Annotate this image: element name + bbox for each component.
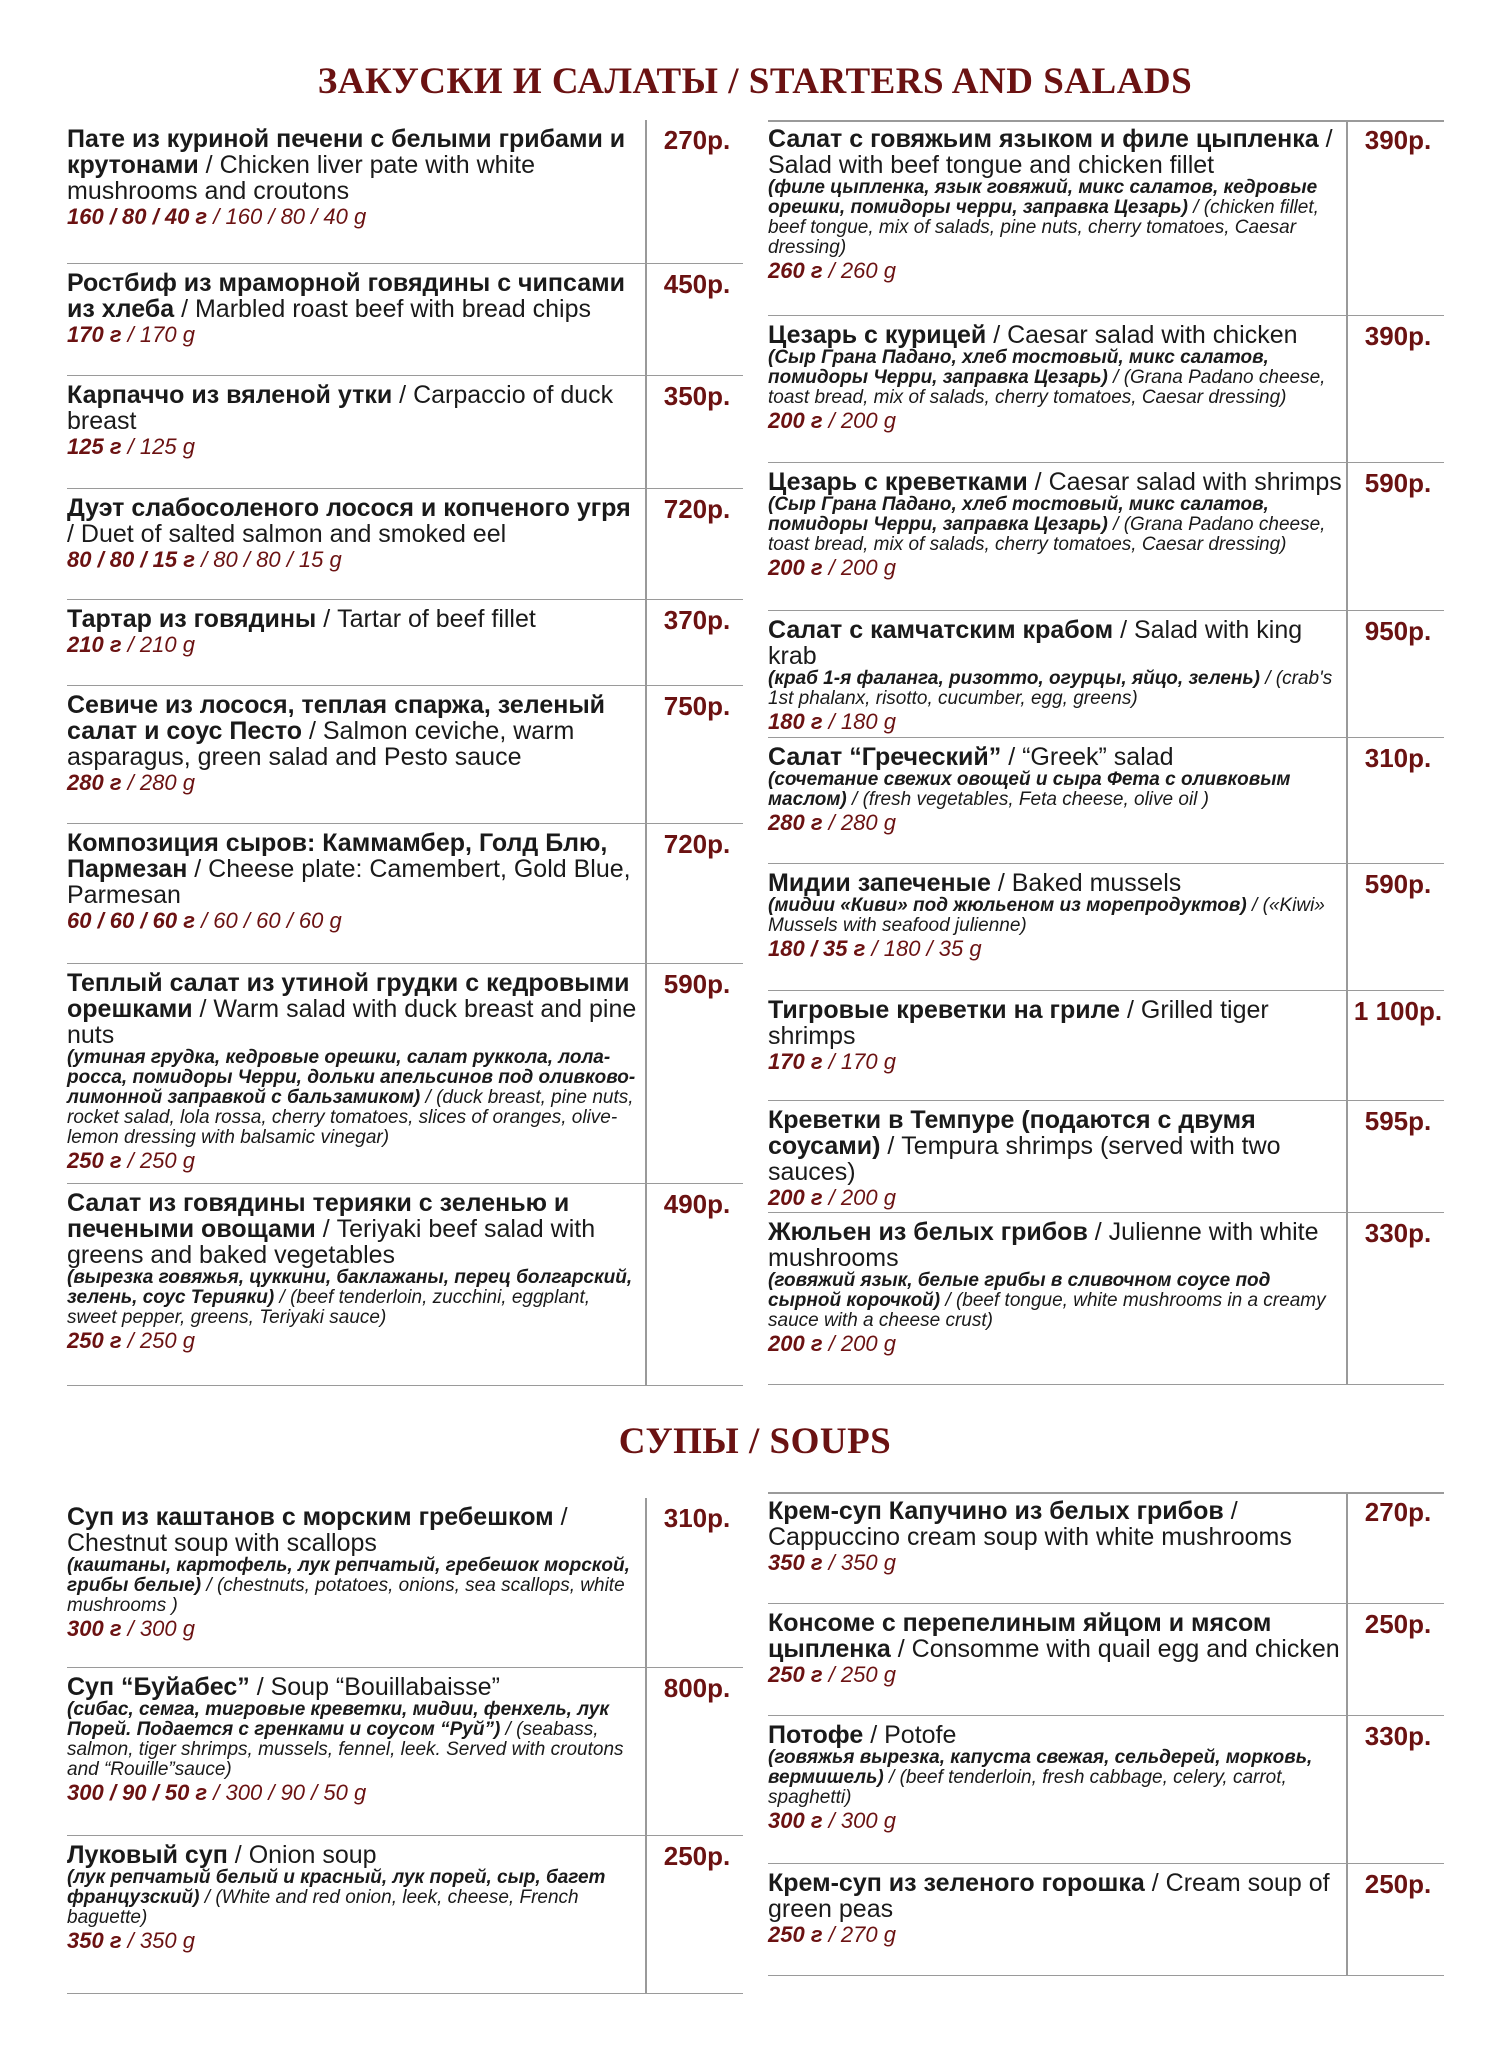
dish-price: 590р. <box>1364 468 1432 498</box>
dish-name-en: Potofe <box>884 1721 957 1749</box>
dish-price: 390р. <box>1364 125 1432 155</box>
dish-description-ru: (сочетание свежих овощей и сыра Фета с оливковым маслом) <box>768 769 1291 810</box>
dish-weight-en: 200 g <box>840 1185 896 1210</box>
dish-weight-en: 180 g <box>840 709 896 734</box>
dish-name-ru: Суп “Буйабес” <box>67 1673 250 1701</box>
dish-name-en: Salmon ceviche, warm asparagus, green salad and Pesto sauce <box>67 717 575 771</box>
dish-weight: 280 г / 280 g <box>768 810 896 835</box>
menu-item-text: Суп “Буйабес” / Soup “Bouillabaisse” (сибас, семга, тигровые креветки, мидии, фенхель, лук Порей. Подается с гренками и соусом “Руй”) / (seabass, salmon, tiger shrimps, mussels, fennel, leek. Served with croutons and “Rouille”sauce) 300 / 90 / 50 г / 300 / 90 / 50 g <box>67 1674 643 1806</box>
dish-weight-ru: 60 / 60 / 60 г <box>67 908 195 933</box>
dish-weight-ru: 250 г <box>67 1328 122 1353</box>
dish-description-ru: (филе цыпленка, язык говяжий, микс салатов, кедровые орешки, помидоры черри, заправка Цезарь) <box>768 177 1318 218</box>
dish-name-ru: Салат с говяжьим языком и филе цыпленка <box>768 125 1319 153</box>
menu-item <box>768 1716 1444 1864</box>
dish-description-en: (Grana Padano cheese, toast bread, mix of salads, cherry tomatoes, Caesar dressing) <box>768 367 1326 408</box>
dish-weight: 170 г / 170 g <box>67 322 195 347</box>
menu-item <box>67 1668 743 1836</box>
dish-weight: 180 / 35 г / 180 / 35 g <box>768 936 982 961</box>
dish-name-ru: Салат из говядины терияки с зеленью и печеными овощами <box>67 1189 570 1243</box>
menu-item <box>768 611 1444 738</box>
dish-weight: 350 г / 350 g <box>768 1550 896 1575</box>
dish-price: 390р. <box>1364 321 1432 351</box>
dish-weight: 280 г / 280 g <box>67 770 195 795</box>
dish-weight-ru: 350 г <box>768 1550 823 1575</box>
menu-item-text: Цезарь с креветками / Caesar salad with shrimps (Сыр Грана Падано, хлеб тостовый, микс салатов, помидоры Черри, заправка Цезарь) / (Grana Padano cheese, toast bread, mix of salads, cherry tomatoes, Caesar dressing) 200 г / 200 g <box>768 469 1344 581</box>
menu-item-text: Мидии запеченые / Baked mussels (мидии «Киви» под жюльеном из морепродуктов) / («Kiwi» Mussels with seafood julienne) 180 / 35 г / 180 / 35 g <box>768 870 1344 962</box>
dish-description: (мидии «Киви» под жюльеном из морепродуктов) / («Kiwi» Mussels with seafood julienne) <box>768 895 1325 936</box>
dish-description: (говяжья вырезка, капуста свежая, сельдерей, морковь, вермишель) / (beef tenderloin, fresh cabbage, celery, carrot, spaghetti) <box>768 1747 1313 1808</box>
menu-item <box>768 738 1444 864</box>
dish-weight-en: 160 / 80 / 40 g <box>225 204 367 229</box>
dish-weight-ru: 200 г <box>768 1185 823 1210</box>
menu-item <box>67 600 743 686</box>
dish-price: 270р. <box>1364 1497 1432 1527</box>
dish-weight: 250 г / 250 g <box>67 1148 195 1173</box>
dish-weight: 250 г / 250 g <box>768 1662 896 1687</box>
dish-weight: 200 г / 200 g <box>768 408 896 433</box>
dish-weight-en: 60 / 60 / 60 g <box>213 908 342 933</box>
dish-description-ru: (вырезка говяжья, цуккини, баклажаны, перец болгарский, зелень, соус Терияки) <box>67 1267 633 1308</box>
dish-description-en: (beef tenderloin, zucchini, eggplant, sweet pepper, greens, Teriyaki sauce) <box>67 1287 591 1328</box>
dish-name-ru: Карпаччо из вяленой утки <box>67 381 393 409</box>
dish-name-en: Baked mussels <box>1011 869 1182 897</box>
dish-weight-en: 260 g <box>840 258 896 283</box>
menu-item-text: Ростбиф из мраморной говядины с чипсами из хлеба / Marbled roast beef with bread chips 170 г / 170 g <box>67 270 643 348</box>
dish-description-en: (chicken fillet, beef tongue, mix of salads, pine nuts, cherry tomatoes, Caesar dressing) <box>768 197 1319 258</box>
dish-weight-en: 270 g <box>840 1922 896 1947</box>
dish-description: (сибас, семга, тигровые креветки, мидии, фенхель, лук Порей. Подается с гренками и соусом “Руй”) / (seabass, salmon, tiger shrimps, mussels, fennel, leek. Served with croutons and “Rouille”sauce) <box>67 1699 624 1780</box>
dish-weight: 125 г / 125 g <box>67 434 195 459</box>
dish-name-en: Marbled roast beef with bread chips <box>194 295 592 323</box>
dish-price: 250р. <box>663 1841 731 1871</box>
dish-description-ru: (утиная грудка, кедровые орешки, салат руккола, лола-росса, помидоры Черри, дольки апельсинов под оливково-лимонной заправкой с бальзамиком) <box>67 1047 636 1108</box>
menu-item <box>67 964 743 1184</box>
dish-description-ru: (каштаны, картофель, лук репчатый, гребешок морской, грибы белые) <box>67 1555 630 1596</box>
dish-name-en: Chestnut soup with scallops <box>67 1529 377 1557</box>
dish-weight: 170 г / 170 g <box>768 1049 896 1074</box>
dish-price: 590р. <box>1364 869 1432 899</box>
dish-weight-ru: 300 г <box>67 1616 122 1641</box>
dish-description-ru: (краб 1-я фаланга, ризотто, огурцы, яйцо, зелень) <box>768 668 1260 689</box>
dish-price: 310р. <box>1364 743 1432 773</box>
starters-left-column <box>67 120 743 1386</box>
dish-weight-en: 350 g <box>139 1928 195 1953</box>
dish-weight-ru: 200 г <box>768 408 823 433</box>
dish-name-ru: Салат “Греческий” <box>768 743 1002 771</box>
dish-description-en: (White and red onion, leek, cheese, French baguette) <box>67 1887 579 1928</box>
dish-weight: 250 г / 250 g <box>67 1328 195 1353</box>
dish-name-ru: Мидии запеченые <box>768 869 991 897</box>
dish-weight-ru: 125 г <box>67 434 122 459</box>
menu-item <box>67 824 743 964</box>
dish-name-ru: Композиция сыров: Каммамбер, Голд Блю, Пармезан <box>67 829 608 883</box>
dish-weight-ru: 170 г <box>768 1049 823 1074</box>
menu-item <box>67 1184 743 1386</box>
dish-name-en: Salad with beef tongue and chicken fillet <box>768 151 1215 179</box>
menu-item <box>67 264 743 376</box>
dish-description-ru: (сибас, семга, тигровые креветки, мидии, фенхель, лук Порей. Подается с гренками и соусом “Руй”) <box>67 1699 609 1740</box>
menu-item <box>67 376 743 489</box>
dish-name-ru: Консоме с перепелиным яйцом и мясом цыпленка <box>768 1609 1272 1663</box>
menu-item-text: Салат с говяжьим языком и филе цыпленка / Salad with beef tongue and chicken fillet (филе цыпленка, язык говяжий, микс салатов, кедровые орешки, помидоры черри, заправка Цезарь) / (chicken fillet, beef tongue, mix of salads, pine nuts, cherry tomatoes, Caesar dressing) 260 г / 260 g <box>768 126 1344 284</box>
dish-price: 370р. <box>663 605 731 635</box>
menu-item <box>768 1213 1444 1385</box>
menu-item <box>768 1492 1444 1604</box>
dish-weight: 80 / 80 / 15 г / 80 / 80 / 15 g <box>67 547 342 572</box>
dish-name-ru: Крем-суп из зеленого горошка <box>768 1869 1145 1897</box>
menu-item-text: Креветки в Темпуре (подаются с двумя соусами) / Tempura shrimps (served with two sauces) 200 г / 200 g <box>768 1107 1344 1211</box>
dish-name-ru: Потофе <box>768 1721 864 1749</box>
dish-name-ru: Крем-суп Капучино из белых грибов <box>768 1497 1224 1525</box>
dish-description: (краб 1-я фаланга, ризотто, огурцы, яйцо, зелень) / (crab's 1st phalanx, risotto, cucumber, egg, greens) <box>768 668 1333 709</box>
dish-name-ru: Луковый суп <box>67 1841 228 1869</box>
dish-description-ru: (говяжий язык, белые грибы в сливочном соусе под сырной корочкой) <box>768 1270 1271 1311</box>
dish-weight: 200 г / 200 g <box>768 1185 896 1210</box>
soups-left-column <box>67 1498 743 1994</box>
menu-item-text: Жюльен из белых грибов / Julienne with white mushrooms (говяжий язык, белые грибы в сливочном соусе под сырной корочкой) / (beef tongue, white mushrooms in a creamy sauce with a cheese crust) 200 г / 200 g <box>768 1219 1344 1357</box>
dish-name-ru: Суп из каштанов с морским гребешком <box>67 1503 554 1531</box>
dish-description-en: (Grana Padano cheese, toast bread, mix of salads, cherry tomatoes, Caesar dressing) <box>768 514 1326 555</box>
dish-weight-ru: 350 г <box>67 1928 122 1953</box>
dish-description: (говяжий язык, белые грибы в сливочном соусе под сырной корочкой) / (beef tongue, white mushrooms in a creamy sauce with a cheese crust) <box>768 1270 1326 1331</box>
menu-item <box>768 1101 1444 1213</box>
menu-item <box>67 686 743 824</box>
dish-name-ru: Дуэт слабосоленого лосося и копченого угря <box>67 494 631 522</box>
dish-weight: 210 г / 210 g <box>67 632 195 657</box>
dish-weight-ru: 180 / 35 г <box>768 936 866 961</box>
dish-price: 590р. <box>663 969 731 999</box>
menu-item-text: Салат с камчатским крабом / Salad with king krab (краб 1-я фаланга, ризотто, огурцы, яйцо, зелень) / (crab's 1st phalanx, risotto, cucumber, egg, greens) 180 г / 180 g <box>768 617 1344 735</box>
dish-weight: 300 г / 300 g <box>67 1616 195 1641</box>
menu-item-text: Крем-суп из зеленого горошка / Cream soup of green peas 250 г / 270 g <box>768 1870 1344 1948</box>
dish-weight-en: 200 g <box>840 1331 896 1356</box>
dish-price: 800р. <box>663 1673 731 1703</box>
dish-weight-ru: 250 г <box>768 1922 823 1947</box>
menu-item-text: Суп из каштанов с морским гребешком / Chestnut soup with scallops (каштаны, картофель, лук репчатый, гребешок морской, грибы белые) / (chestnuts, potatoes, onions, sea scallops, white mushrooms ) 300 г / 300 g <box>67 1504 643 1642</box>
dish-description-ru: (Сыр Грана Падано, хлеб тостовый, микс салатов, помидоры Черри, заправка Цезарь) <box>768 494 1269 535</box>
menu-item <box>768 864 1444 991</box>
dish-price: 330р. <box>1364 1218 1432 1248</box>
dish-name-en: Caesar salad with shrimps <box>1048 468 1342 496</box>
dish-name-ru: Цезарь с креветками <box>768 468 1028 496</box>
dish-weight-en: 180 / 35 g <box>883 936 982 961</box>
soups-right-column <box>768 1492 1444 1976</box>
dish-weight: 260 г / 260 g <box>768 258 896 283</box>
menu-item-text: Пате из куриной печени с белыми грибами и крутонами / Chicken liver pate with white mushrooms and croutons 160 / 80 / 40 г / 160 / 80 / 40 g <box>67 126 643 230</box>
dish-weight: 160 / 80 / 40 г / 160 / 80 / 40 g <box>67 204 367 229</box>
dish-name-en: Consomme with quail egg and chicken <box>911 1635 1340 1663</box>
menu-item <box>768 991 1444 1101</box>
dish-price: 450р. <box>663 269 731 299</box>
menu-item-text: Потофе / Potofe (говяжья вырезка, капуста свежая, сельдерей, морковь, вермишель) / (beef tenderloin, fresh cabbage, celery, carrot, spaghetti) 300 г / 300 g <box>768 1722 1344 1834</box>
menu-item <box>768 1604 1444 1716</box>
dish-description: (сочетание свежих овощей и сыра Фета с оливковым маслом) / (fresh vegetables, Feta cheese, olive oil ) <box>768 769 1291 810</box>
dish-weight: 200 г / 200 g <box>768 1331 896 1356</box>
dish-weight-ru: 300 г <box>768 1808 823 1833</box>
dish-weight-en: 350 g <box>840 1550 896 1575</box>
dish-name-ru: Севиче из лосося, теплая спаржа, зеленый салат и соус Песто <box>67 691 606 745</box>
dish-description-ru: (лук репчатый белый и красный, лук порей, сыр, багет французский) <box>67 1867 606 1908</box>
dish-weight-en: 200 g <box>840 555 896 580</box>
dish-weight-en: 280 g <box>840 810 896 835</box>
menu-item <box>768 316 1444 463</box>
dish-weight-ru: 280 г <box>67 770 122 795</box>
dish-name-ru: Ростбиф из мраморной говядины с чипсами из хлеба <box>67 269 625 323</box>
menu-item-text: Крем-суп Капучино из белых грибов / Cappuccino cream soup with white mushrooms 350 г / 350 g <box>768 1498 1344 1576</box>
dish-description-en: (fresh vegetables, Feta cheese, olive oil ) <box>862 789 1209 810</box>
dish-description: (Сыр Грана Падано, хлеб тостовый, микс салатов, помидоры Черри, заправка Цезарь) / (Grana Padano cheese, toast bread, mix of salads, cherry tomatoes, Caesar dressing) <box>768 347 1326 408</box>
menu-item-text: Севиче из лосося, теплая спаржа, зеленый салат и соус Песто / Salmon ceviche, warm asparagus, green salad and Pesto sauce 280 г / 280 g <box>67 692 643 796</box>
dish-weight-ru: 200 г <box>768 1331 823 1356</box>
dish-weight-en: 170 g <box>840 1049 896 1074</box>
dish-description-ru: (говяжья вырезка, капуста свежая, сельдерей, морковь, вермишель) <box>768 1747 1313 1788</box>
dish-name-en: Teriyaki beef salad with greens and baked vegetables <box>67 1215 596 1269</box>
menu-item <box>768 463 1444 611</box>
dish-weight-en: 300 / 90 / 50 g <box>225 1780 367 1805</box>
dish-price: 250р. <box>1364 1609 1432 1639</box>
menu-item <box>768 1864 1444 1976</box>
dish-weight-ru: 250 г <box>67 1148 122 1173</box>
dish-weight-en: 250 g <box>840 1662 896 1687</box>
dish-name-en: Cheese plate: Camembert, Gold Blue, Parmesan <box>67 855 631 909</box>
dish-price: 750р. <box>663 691 731 721</box>
dish-description: (каштаны, картофель, лук репчатый, гребешок морской, грибы белые) / (chestnuts, potatoes, onions, sea scallops, white mushrooms ) <box>67 1555 630 1616</box>
starters-right-column <box>768 120 1444 1385</box>
dish-description-en: (duck breast, pine nuts, rocket salad, lola rossa, cherry tomatoes, slices of oranges, olive-lemon dressing with balsamic vinegar) <box>67 1087 634 1148</box>
dish-name-en: Tempura shrimps (served with two sauces) <box>768 1132 1281 1186</box>
soups-section-title: СУПЫ / SOUPS <box>618 1421 892 1462</box>
dish-weight-ru: 180 г <box>768 709 823 734</box>
dish-name-en: Salad with king krab <box>768 616 1303 670</box>
dish-weight-en: 300 g <box>139 1616 195 1641</box>
dish-description-en: («Kiwi» Mussels with seafood julienne) <box>768 895 1325 936</box>
dish-weight-en: 300 g <box>840 1808 896 1833</box>
dish-name-en: Julienne with white mushrooms <box>768 1218 1319 1272</box>
dish-description: (утиная грудка, кедровые орешки, салат руккола, лола-росса, помидоры Черри, дольки апельсинов под оливково-лимонной заправкой с бальзамиком) / (duck breast, pine nuts, rocket salad, lola rossa, cherry tomatoes, slices of oranges, olive-lemon dressing with balsamic vinegar) <box>67 1047 636 1148</box>
menu-item <box>67 1498 743 1668</box>
dish-weight: 350 г / 350 g <box>67 1928 195 1953</box>
starters-section-title: ЗАКУСКИ И САЛАТЫ / STARTERS AND SALADS <box>317 61 1193 102</box>
dish-description: (лук репчатый белый и красный, лук порей, сыр, багет французский) / (White and red onion, leek, cheese, French baguette) <box>67 1867 606 1928</box>
dish-weight: 300 г / 300 g <box>768 1808 896 1833</box>
dish-name-en: Cream soup of green peas <box>768 1869 1330 1923</box>
dish-name-ru: Жюльен из белых грибов <box>768 1218 1088 1246</box>
dish-weight-ru: 300 / 90 / 50 г <box>67 1780 208 1805</box>
dish-weight: 180 г / 180 g <box>768 709 896 734</box>
dish-weight-en: 80 / 80 / 15 g <box>213 547 342 572</box>
dish-weight-ru: 200 г <box>768 555 823 580</box>
dish-description-ru: (Сыр Грана Падано, хлеб тостовый, микс салатов, помидоры Черри, заправка Цезарь) <box>768 347 1269 388</box>
dish-weight-en: 200 g <box>840 408 896 433</box>
dish-description: (вырезка говяжья, цуккини, баклажаны, перец болгарский, зелень, соус Терияки) / (beef tenderloin, zucchini, eggplant, sweet pepper, greens, Teriyaki sauce) <box>67 1267 633 1328</box>
dish-description-en: (chestnuts, potatoes, onions, sea scallops, white mushrooms ) <box>67 1575 625 1616</box>
dish-name-en: “Greek” salad <box>1022 743 1174 771</box>
menu-item-text: Салат из говядины терияки с зеленью и печеными овощами / Teriyaki beef salad with greens and baked vegetables (вырезка говяжья, цуккини, баклажаны, перец болгарский, зелень, соус Терияки) / (beef tenderloin, zucchini, eggplant, sweet pepper, greens, Teriyaki sauce) 250 г / 250 g <box>67 1190 643 1354</box>
dish-price: 950р. <box>1364 616 1432 646</box>
dish-price: 1 100р. <box>1353 996 1443 1026</box>
menu-item-text: Тартар из говядины / Tartar of beef fillet 210 г / 210 g <box>67 606 643 658</box>
dish-name-en: Carpaccio of duck breast <box>67 381 614 435</box>
dish-weight-en: 250 g <box>139 1148 195 1173</box>
dish-weight-ru: 210 г <box>67 632 122 657</box>
menu-item-text: Карпаччо из вяленой утки / Carpaccio of duck breast 125 г / 125 g <box>67 382 643 460</box>
menu-item <box>768 120 1444 316</box>
menu-item-text: Консоме с перепелиным яйцом и мясом цыпленка / Consomme with quail egg and chicken 250 г / 250 g <box>768 1610 1344 1688</box>
menu-item <box>67 489 743 600</box>
dish-price: 490р. <box>663 1189 731 1219</box>
dish-weight: 200 г / 200 g <box>768 555 896 580</box>
dish-description-en: (crab's 1st phalanx, risotto, cucumber, egg, greens) <box>768 668 1333 709</box>
dish-weight-ru: 80 / 80 / 15 г <box>67 547 195 572</box>
menu-item-text: Луковый суп / Onion soup (лук репчатый белый и красный, лук порей, сыр, багет французский) / (White and red onion, leek, cheese, French baguette) 350 г / 350 g <box>67 1842 643 1954</box>
dish-name-en: Duet of salted salmon and smoked eel <box>80 520 507 548</box>
dish-name-en: Warm salad with duck breast and pine nuts <box>67 995 637 1049</box>
dish-weight-ru: 170 г <box>67 322 122 347</box>
dish-name-en: Cappuccino cream soup with white mushrooms <box>768 1523 1292 1551</box>
dish-name-en: Chicken liver pate with white mushrooms and croutons <box>67 151 535 205</box>
dish-name-ru: Теплый салат из утиной грудки с кедровыми орешками <box>67 969 630 1023</box>
dish-name-en: Caesar salad with chicken <box>1007 321 1298 349</box>
dish-description: (филе цыпленка, язык говяжий, микс салатов, кедровые орешки, помидоры черри, заправка Цезарь) / (chicken fillet, beef tongue, mix of salads, pine nuts, cherry tomatoes, Caesar dressing) <box>768 177 1319 258</box>
dish-weight-en: 170 g <box>139 322 195 347</box>
dish-name-ru: Салат с камчатским крабом <box>768 616 1114 644</box>
dish-weight-ru: 160 / 80 / 40 г <box>67 204 208 229</box>
dish-weight-en: 250 g <box>139 1328 195 1353</box>
dish-description-en: (beef tenderloin, fresh cabbage, celery, carrot, spaghetti) <box>768 1767 1287 1808</box>
menu-item-text: Тигровые креветки на гриле / Grilled tiger shrimps 170 г / 170 g <box>768 997 1344 1075</box>
dish-price: 330р. <box>1364 1721 1432 1751</box>
menu-item-text: Теплый салат из утиной грудки с кедровыми орешками / Warm salad with duck breast and pine nuts (утиная грудка, кедровые орешки, салат руккола, лола-росса, помидоры Черри, дольки апельсинов под оливково-лимонной заправкой с бальзамиком) / (duck breast, pine nuts, rocket salad, lola rossa, cherry tomatoes, slices of oranges, olive-lemon dressing with balsamic vinegar) 250 г / 250 g <box>67 970 643 1174</box>
menu-item <box>67 1836 743 1994</box>
menu-item-text: Композиция сыров: Каммамбер, Голд Блю, Пармезан / Cheese plate: Camembert, Gold Blue, Parmesan 60 / 60 / 60 г / 60 / 60 / 60 g <box>67 830 643 934</box>
dish-price: 595р. <box>1364 1106 1432 1136</box>
dish-price: 350р. <box>663 381 731 411</box>
dish-name-ru: Пате из куриной печени с белыми грибами и крутонами <box>67 125 626 179</box>
dish-weight-ru: 250 г <box>768 1662 823 1687</box>
dish-price: 250р. <box>1364 1869 1432 1899</box>
dish-description-en: (seabass, salmon, tiger shrimps, mussels, fennel, leek. Served with croutons and “Rouille”sauce) <box>67 1719 624 1780</box>
dish-weight: 250 г / 270 g <box>768 1922 896 1947</box>
dish-weight-en: 125 g <box>139 434 195 459</box>
dish-name-ru: Цезарь с курицей <box>768 321 987 349</box>
menu-item-text: Салат “Греческий” / “Greek” salad (сочетание свежих овощей и сыра Фета с оливковым маслом) / (fresh vegetables, Feta cheese, olive oil ) 280 г / 280 g <box>768 744 1344 836</box>
dish-description: (Сыр Грана Падано, хлеб тостовый, микс салатов, помидоры Черри, заправка Цезарь) / (Grana Padano cheese, toast bread, mix of salads, cherry tomatoes, Caesar dressing) <box>768 494 1326 555</box>
dish-weight: 60 / 60 / 60 г / 60 / 60 / 60 g <box>67 908 342 933</box>
dish-price: 270р. <box>663 125 731 155</box>
dish-price: 310р. <box>663 1503 731 1533</box>
dish-name-ru: Креветки в Темпуре (подаются с двумя соусами) <box>768 1106 1256 1160</box>
dish-name-en: Onion soup <box>248 1841 377 1869</box>
dish-price: 720р. <box>663 829 731 859</box>
menu-item-text: Дуэт слабосоленого лосося и копченого угря / Duet of salted salmon and smoked eel 80 / 80 / 15 г / 80 / 80 / 15 g <box>67 495 643 573</box>
dish-weight-ru: 280 г <box>768 810 823 835</box>
menu-item-text: Цезарь с курицей / Caesar salad with chicken (Сыр Грана Падано, хлеб тостовый, микс салатов, помидоры Черри, заправка Цезарь) / (Grana Padano cheese, toast bread, mix of salads, cherry tomatoes, Caesar dressing) 200 г / 200 g <box>768 322 1344 434</box>
dish-weight-ru: 260 г <box>768 258 823 283</box>
dish-name-ru: Тартар из говядины <box>67 605 317 633</box>
dish-price: 720р. <box>663 494 731 524</box>
dish-weight: 300 / 90 / 50 г / 300 / 90 / 50 g <box>67 1780 367 1805</box>
menu-item <box>67 120 743 264</box>
dish-name-en: Soup “Bouillabaisse” <box>270 1673 500 1701</box>
dish-name-en: Tartar of beef fillet <box>337 605 536 633</box>
dish-weight-en: 280 g <box>139 770 195 795</box>
dish-name-ru: Тигровые креветки на гриле <box>768 996 1121 1024</box>
dish-name-en: Grilled tiger shrimps <box>768 996 1269 1050</box>
dish-description-en: (beef tongue, white mushrooms in a creamy sauce with a cheese crust) <box>768 1290 1326 1331</box>
dish-description-ru: (мидии «Киви» под жюльеном из морепродуктов) <box>768 895 1247 916</box>
dish-weight-en: 210 g <box>139 632 195 657</box>
